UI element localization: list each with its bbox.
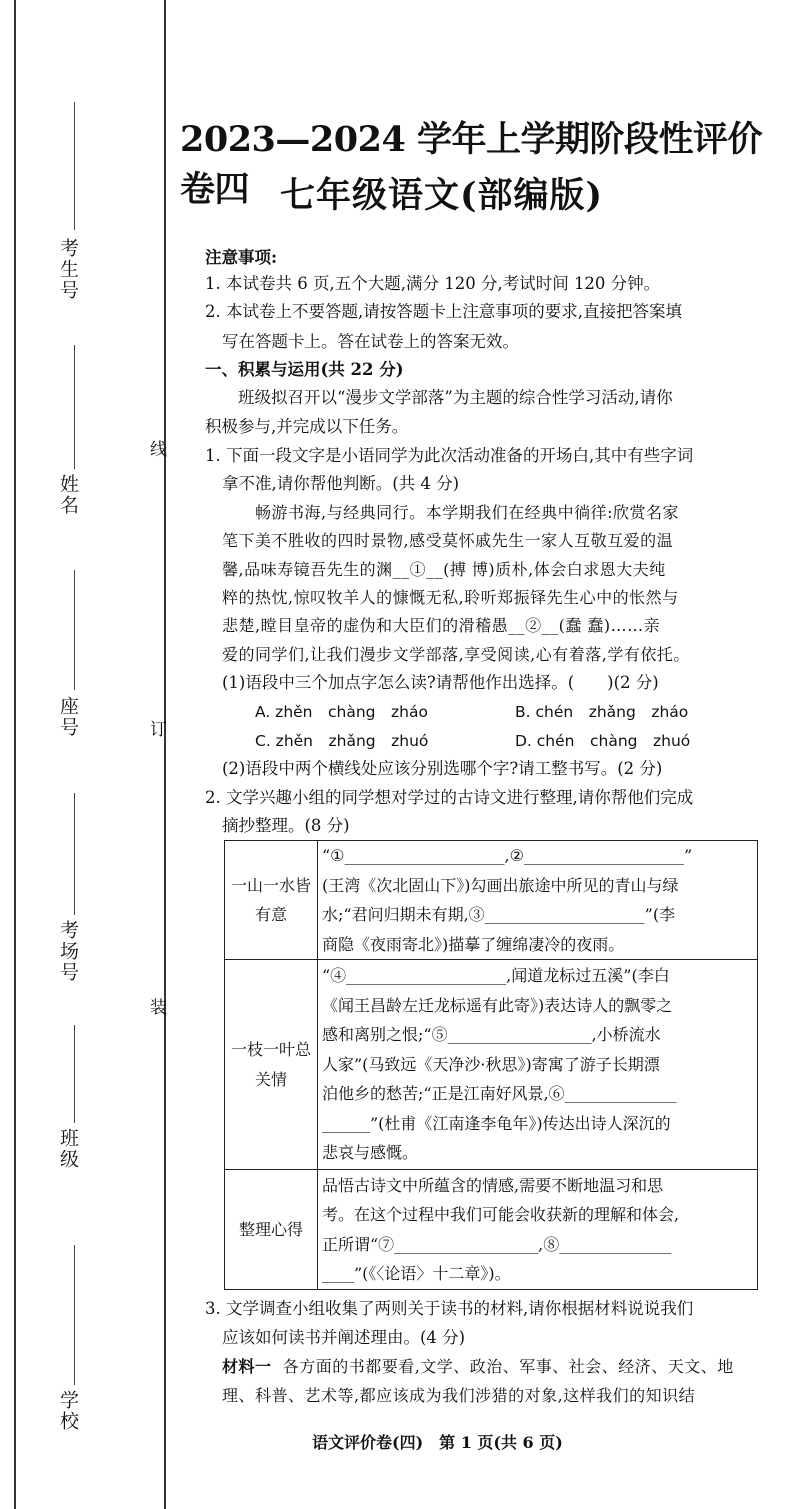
field-label-name: 姓名 (57, 474, 79, 516)
q1-passage-line: 爱的同学们,让我们漫步文学部落,享受阅读,心有着落,学有依托。 (222, 645, 690, 664)
table-row (225, 960, 758, 1170)
section-intro: 积极参与,并完成以下任务。 (205, 417, 409, 436)
field-label-exam-room: 考场号 (57, 920, 79, 983)
binding-mark-bind: 装 (146, 998, 166, 1015)
field-line-seat-number[interactable] (74, 570, 75, 690)
table-line[interactable]: ______”(杜甫《江南逢李龟年》)传达出诗人深沉的 (322, 1113, 671, 1133)
binding-margin (0, 0, 205, 1509)
q1-passage-line: 馨,品味寿镜吾先生的渊__①__(搏 博)质朴,体会白求恩大夫纯 (222, 560, 666, 579)
table-line[interactable]: 正所谓“⑦__________________,⑧______________ (322, 1234, 672, 1254)
table-line: 商隐《夜雨寄北》)描摹了缠绵凄冷的夜雨。 (322, 934, 625, 954)
table-key: 一枝一叶总关情 (225, 960, 318, 1170)
q1-passage-line: 笔下美不胜收的四时景物,感受莫怀戚先生一家人互敬互爱的温 (222, 531, 674, 550)
section-heading: 一、积累与运用(共 22 分) (205, 360, 404, 379)
q1-option-a[interactable]: A. zhěn chàng zháo (255, 703, 428, 721)
q1-passage-line: 粹的热忱,惊叹牧羊人的慷慨无私,聆听郑振铎先生心中的怅然与 (222, 588, 679, 607)
notice-item: 写在答题卡上。答在试卷上的答案无效。 (222, 332, 519, 351)
q3-stem: 3. 文学调查小组收集了两则关于读书的材料,请你根据材料说说我们 (205, 1299, 694, 1318)
table-row (225, 841, 758, 960)
q1-stem: 1. 下面一段文字是小语同学为此次活动准备的开场白,其中有些字词 (205, 446, 694, 465)
table-content (318, 1170, 758, 1290)
table-line: 品悟古诗文中所蕴含的情感,需要不断地温习和思 (322, 1175, 664, 1195)
q3-material (222, 1355, 734, 1379)
table-key: 整理心得 (225, 1170, 318, 1290)
table-key: 一山一水皆有意 (225, 841, 318, 960)
field-line-exam-room[interactable] (74, 793, 75, 915)
q1-subquestion-2: (2)语段中两个横线处应该分别选哪个字?请工整书写。(2 分) (222, 759, 663, 778)
table-line[interactable]: 泊他乡的愁苦;“正是江南好风景,⑥______________ (322, 1084, 677, 1104)
table-content (318, 841, 758, 960)
material-text: 各方面的书都要看,文学、政治、军事、社会、经济、天文、地 (282, 1357, 734, 1376)
q1-option-c[interactable]: C. zhěn zhǎng zhuó (255, 732, 429, 750)
table-line: 人家”(马致远《天净沙·秋思》)寄寓了游子长期漂 (322, 1054, 660, 1074)
field-label-school: 学校 (57, 1390, 79, 1432)
field-label-seat-number: 座号 (57, 696, 79, 738)
table-line[interactable]: ____”(《〈论语〉十二章》)。 (322, 1264, 511, 1283)
table-line[interactable]: 水;“君问归期未有期,③____________________”(李 (322, 905, 676, 924)
q2-stem: 2. 文学兴趣小组的同学想对学过的古诗文进行整理,请你帮他们完成 (205, 788, 694, 807)
table-line: (王湾《次北固山下》)勾画出旅途中所见的青山与绿 (322, 875, 679, 895)
table-row (225, 1170, 758, 1290)
notice-item: 2. 本试卷上不要答题,请按答题卡上注意事项的要求,直接把答案填 (205, 302, 682, 321)
notice-item: 1. 本试卷共 6 页,五个大题,满分 120 分,考试时间 120 分钟。 (205, 274, 661, 293)
q1-subquestion-1: (1)语段中三个加点字怎么读?请帮他作出选择。( )(2 分) (222, 673, 659, 692)
material-label: 材料一 (222, 1357, 272, 1376)
q3-material: 理、科普、艺术等,都应该成为我们涉猎的对象,这样我们的知识结 (222, 1386, 696, 1405)
page-footer: 语文评价卷(四) 第 1 页(共 6 页) (312, 1433, 563, 1452)
exam-subtitle: 七年级语文(部编版) (280, 175, 604, 216)
table-line[interactable]: “①____________________,②____________________” (322, 846, 693, 865)
binding-mark-staple: 订 (146, 720, 166, 737)
table-line: 考。在这个过程中我们可能会收获新的理解和体会, (322, 1205, 680, 1224)
table-content (318, 960, 758, 1170)
poetry-table (224, 840, 758, 1290)
notice-heading: 注意事项: (205, 248, 278, 267)
margin-border-line (14, 0, 16, 1509)
field-label-candidate-number: 考生号 (57, 238, 79, 301)
q3-stem: 应该如何读书并阐述理由。(4 分) (222, 1328, 466, 1347)
field-line-candidate-number[interactable] (74, 102, 75, 230)
binding-mark-line: 线 (146, 440, 166, 457)
exam-title: 2023—2024 学年上学期阶段性评价卷四 (180, 119, 763, 210)
field-label-class: 班级 (57, 1128, 79, 1170)
table-line: 悲哀与感慨。 (322, 1143, 419, 1163)
table-line[interactable]: “④____________________,闻道龙标过五溪”(李白 (322, 966, 670, 986)
q1-option-d[interactable]: D. chén chàng zhuó (515, 732, 691, 750)
q2-stem: 摘抄整理。(8 分) (222, 816, 350, 835)
q1-stem: 拿不准,请你帮他判断。(共 4 分) (222, 474, 460, 493)
q1-passage-line: 畅游书海,与经典同行。本学期我们在经典中徜徉:欣赏名家 (255, 503, 679, 522)
field-line-class[interactable] (74, 1025, 75, 1123)
section-intro: 班级拟召开以“漫步文学部落”为主题的综合性学习活动,请你 (238, 388, 673, 407)
q1-passage-line: 悲楚,瞠目皇帝的虚伪和大臣们的滑稽愚__②__(蠢 蠢)……亲 (222, 616, 661, 635)
field-line-name[interactable] (74, 345, 75, 469)
table-line: 《闻王昌龄左迁龙标遥有此寄》)表达诗人的飘零之 (322, 995, 673, 1015)
field-line-school[interactable] (74, 1245, 75, 1385)
cut-line (164, 0, 166, 1509)
table-line[interactable]: 感和离别之恨;“⑤__________________,小桥流水 (322, 1025, 661, 1045)
q1-option-b[interactable]: B. chén zhǎng zháo (515, 703, 689, 721)
